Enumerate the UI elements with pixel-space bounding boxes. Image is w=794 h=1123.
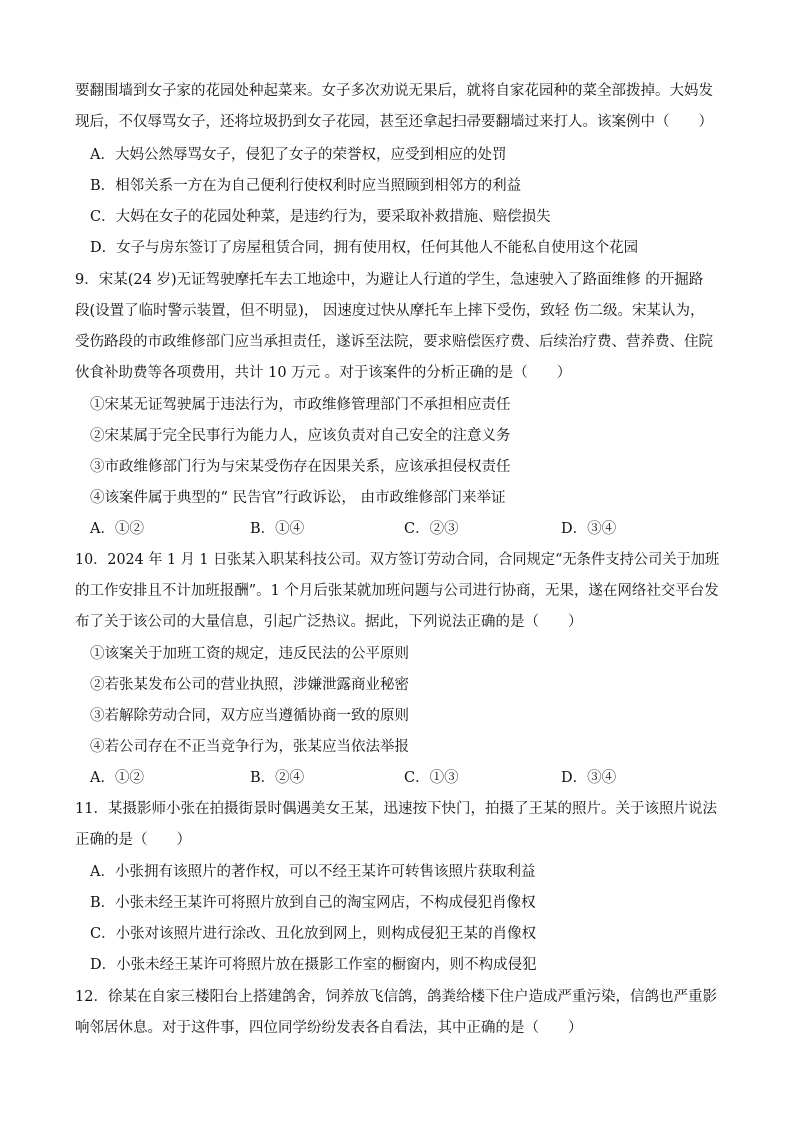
q10-statement-3: ③若解除劳动合同，双方应当遵循协商一致的原则 [90,708,409,724]
q11-option-a: A．小张拥有该照片的著作权，可以不经王某许可转售该照片获取利益 [90,864,536,880]
q12-text-line-1: 12．徐某在自家三楼阳台上搭建鸽舍，饲养放飞信鸽，鸽粪给楼下住户造成严重污染，信鸽也严重影 [75,989,717,1005]
q9-choice-c: C．②③ [404,521,459,537]
q8-option-a: A．大妈公然辱骂女子，侵犯了女子的荣誉权，应受到相应的处罚 [90,147,507,163]
q10-choices [0,768,794,788]
q9-text-line-2: 段(设置了临时警示装置，但不明显)， 因速度过快从摩托车上摔下受伤，致轻 伤二级。宋某认为， [75,303,705,319]
q11-option-b: B．小张未经王某许可将照片放到自己的淘宝网店，不构成侵犯肖像权 [90,895,536,911]
q11-text-line-2: 正确的是（ ） [75,832,191,848]
q11-option-d: D．小张未经王某许可将照片放在摄影工作室的橱窗内，则不构成侵犯 [90,957,537,973]
q9-statement-4: ④该案件属于典型的“ 民告官”行政诉讼， 由市政维修部门来举证 [90,490,506,506]
q11-option-c: C．小张对该照片进行涂改、丑化放到网上，则构成侵犯王某的肖像权 [90,926,537,942]
q8-option-d: D．女子与房东签订了房屋租赁合同，拥有使用权，任何其他人不能私自使用这个花园 [90,240,639,256]
q10-choice-c: C．①③ [404,770,459,786]
q9-statement-3: ③市政维修部门行为与宋某受伤存在因果关系，应该承担侵权责任 [90,459,511,475]
q9-statement-1: ①宋某无证驾驶属于违法行为，市政维修管理部门不承担相应责任 [90,397,511,413]
q10-text-line-1: 10．2024 年 1 月 1 日张某入职某科技公司。双方签订劳动合同，合同规定“无条件支持公司关于加班 [75,552,720,568]
q9-choice-a: A．①② [90,521,144,537]
q10-statement-4: ④若公司存在不正当竞争行为，张某应当依法举报 [90,739,409,755]
q12-text-line-2: 响邻居休息。对于这件事，四位同学纷纷发表各自看法，其中正确的是（ ） [75,1020,583,1036]
q10-statement-1: ①该案关于加班工资的规定，违反民法的公平原则 [90,646,409,662]
q9-choices [0,519,794,539]
q8-option-c: C．大妈在女子的花园处种菜，是违约行为，要采取补救措施、赔偿损失 [90,209,551,225]
q9-choice-b: B．①④ [250,521,305,537]
q8-text-line-1: 要翻围墙到女子家的花园处种起菜来。女子多次劝说无果后，就将自家花园种的菜全部拨掉。大妈发 [75,83,713,99]
q9-text-line-1: 9．宋某(24 岁)无证驾驶摩托车去工地途中，为避让人行道的学生，急速驶入了路面维修 的开掘路 [75,272,704,288]
q10-choice-d: D．③④ [561,770,617,786]
q10-statement-2: ②若张某发布公司的营业执照，涉嫌泄露商业秘密 [90,677,409,693]
q10-text-line-2: 的工作安排且不计加班报酬”。1 个月后张某就加班问题与公司进行协商，无果，遂在网络社交平台发 [75,583,719,599]
q10-choice-a: A．①② [90,770,144,786]
q9-choice-d: D．③④ [561,521,617,537]
q9-text-line-4: 伙食补助费等各项费用，共计 10 万元 。对于该案件的分析正确的是（ ） [75,365,572,381]
q8-option-b: B．相邻关系一方在为自己便利行使权利时应当照顾到相邻方的利益 [90,178,522,194]
q11-text-line-1: 11．某摄影师小张在拍摄街景时偶遇美女王某，迅速按下快门，拍摄了王某的照片。关于该照片说法 [75,801,717,817]
q9-text-line-3: 受伤路段的市政维修部门应当承担责任，遂诉至法院，要求赔偿医疗费、后续治疗费、营养费、住院 [75,334,713,350]
q8-text-line-2: 现后，不仅辱骂女子，还将垃圾扔到女子花园，甚至还拿起扫帚要翻墙过来打人。该案例中（ ） [75,114,713,130]
q10-text-line-3: 布了关于该公司的大量信息，引起广泛热议。据此，下列说法正确的是（ ） [75,614,583,630]
q10-choice-b: B．②④ [250,770,305,786]
q9-statement-2: ②宋某属于完全民事行为能力人，应该负责对自己安全的注意义务 [90,428,511,444]
